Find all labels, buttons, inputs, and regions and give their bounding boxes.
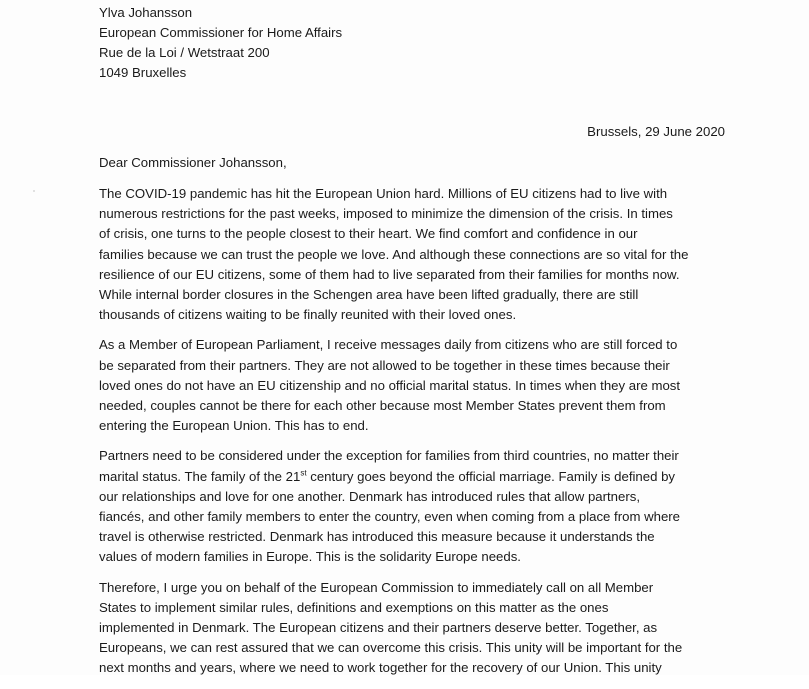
text-line: States to implement similar rules, definitions and exemptions on this matter as the ones — [99, 599, 609, 615]
paragraph-4 — [99, 578, 739, 679]
text-segment: century goes beyond the official marriage. Family is defined by — [306, 468, 676, 484]
paragraph-2 — [99, 335, 739, 436]
text-line: Partners need to be considered under the exception for families from third countries, no matter their — [99, 448, 679, 464]
text-line: of crisis, one turns to the people closest to their heart. We find comfort and confidence in our — [99, 226, 638, 242]
letter-date: Brussels, 29 June 2020 — [587, 124, 725, 139]
text-line: needed, couples cannot be there for each other because most Member States prevent them from — [99, 398, 666, 414]
text-line: numerous restrictions for the past weeks, imposed to minimize the dimension of the crisis. In times — [99, 206, 673, 222]
text-line: families because we can trust the people we love. And although these connections are so vital for the — [99, 246, 689, 262]
text-line: implemented in Denmark. The European citizens and their partners deserve better. Together, as — [99, 620, 658, 636]
letter-body — [99, 184, 739, 689]
recipient-address — [99, 3, 342, 83]
recipient-street: Rue de la Loi / Wetstraat 200 — [99, 45, 270, 60]
salutation: Dear Commissioner Johansson, — [99, 155, 287, 170]
text-line: our relationships and love for one another. Denmark has introduced rules that allow partners, — [99, 488, 640, 504]
text-line: Europeans, we can rest assured that we can overcome this crisis. This unity will be important for the — [99, 640, 683, 656]
text-line: travel is otherwise restricted. Denmark has introduced this measure because it understands the — [99, 529, 655, 545]
text-segment: marital status. The family of the 21 — [99, 468, 301, 484]
text-line: resilience of our EU citizens, some of them had to live separated from their families for months now. — [99, 266, 680, 282]
text-line: While internal border closures in the Schengen area have been lifted gradually, there are still — [99, 287, 639, 303]
recipient-city: 1049 Bruxelles — [99, 65, 187, 80]
text-line: next months and years, where we need to work together for the recovery of our Union. This unity — [99, 660, 662, 676]
paragraph-3 — [99, 446, 739, 567]
text-line: As a Member of European Parliament, I receive messages daily from citizens who are still forced to — [99, 337, 678, 353]
text-line: thousands of citizens waiting to be finally reunited with their loved ones. — [99, 307, 517, 323]
text-line: entering the European Union. This has to end. — [99, 418, 369, 434]
ordinal-suffix: st — [300, 468, 307, 478]
text-line: loved ones do not have an EU citizenship and no official marital status. In times when they are most — [99, 377, 681, 393]
recipient-title: European Commissioner for Home Affairs — [99, 25, 343, 40]
text-line: fiancés, and other family members to enter the country, even when coming from a place from where — [99, 509, 681, 525]
text-line-ordinal — [99, 467, 739, 487]
text-line: be separated from their partners. They are not allowed to be together in these times because their — [99, 357, 670, 373]
text-line: Therefore, I urge you on behalf of the European Commission to immediately call on all Member — [99, 579, 654, 595]
text-line: The COVID-19 pandemic has hit the European Union hard. Millions of EU citizens had to live with — [99, 186, 668, 201]
scan-speck — [33, 190, 35, 192]
paragraph-1 — [99, 184, 739, 325]
recipient-name: Ylva Johansson — [99, 5, 193, 20]
text-line: values of modern families in Europe. This is the solidarity Europe needs. — [99, 549, 521, 565]
